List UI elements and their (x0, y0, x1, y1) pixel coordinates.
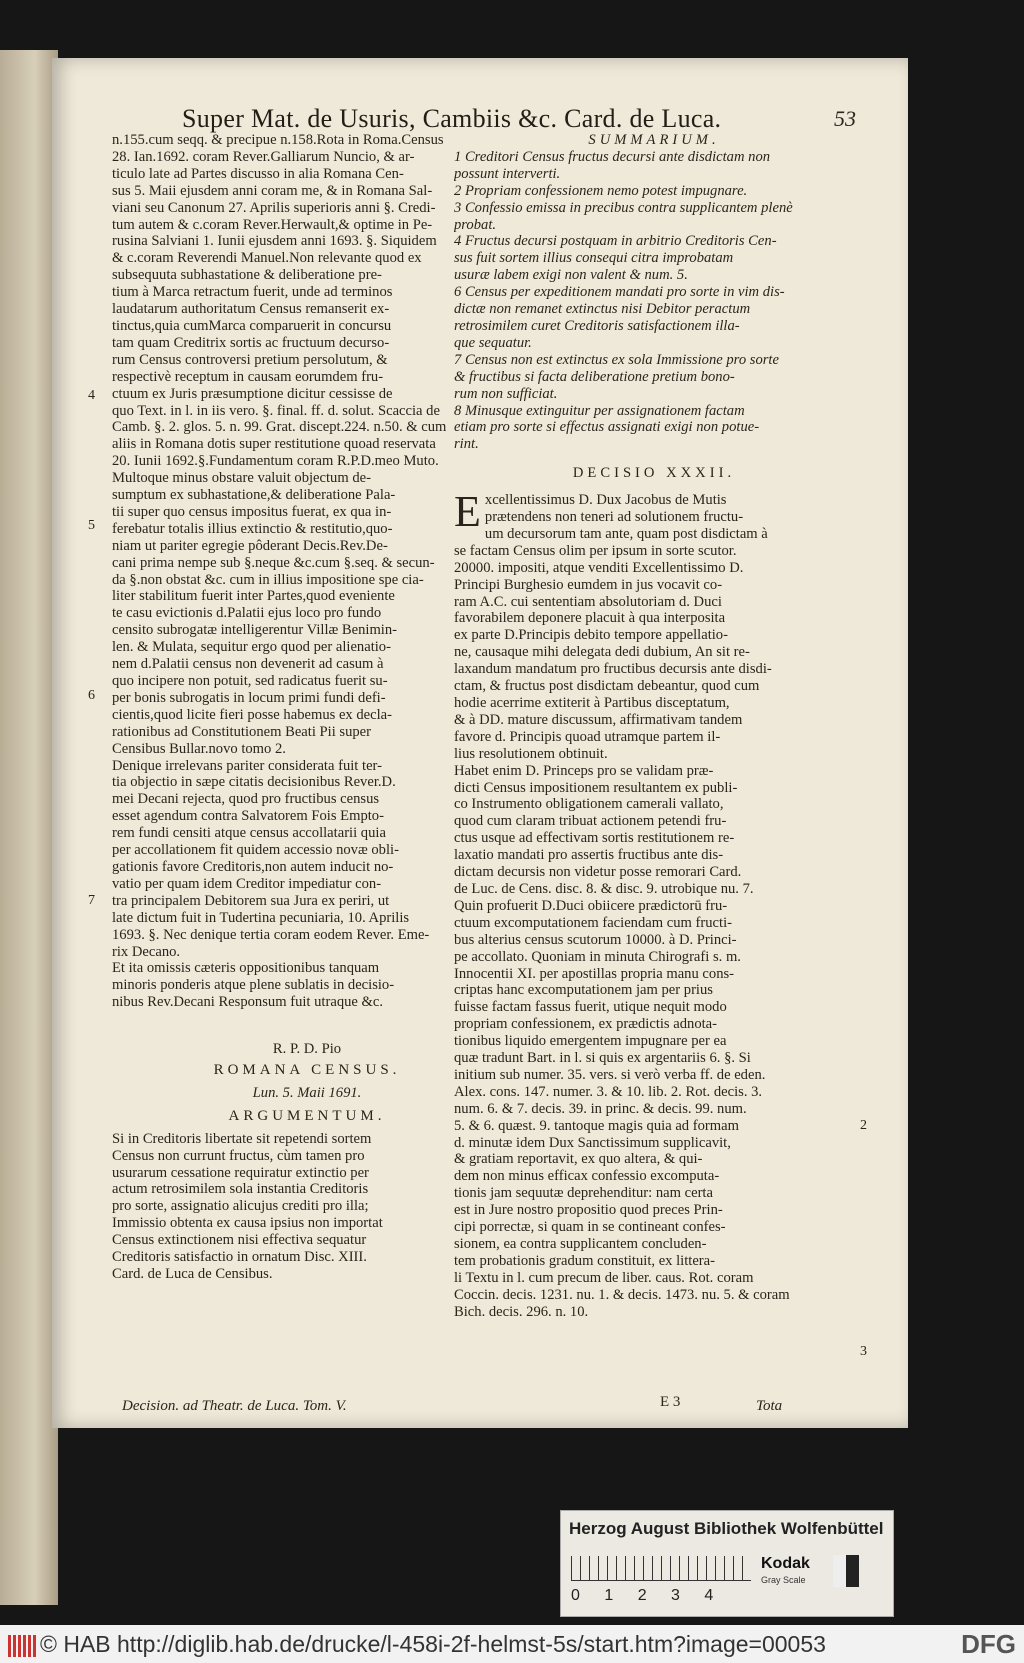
kodak-logo: Kodak (761, 1555, 810, 1572)
text-line: gationis favore Creditoris,non autem inducit no- (112, 858, 394, 875)
text-line: ticulo late ad Partes discusso in alia Romana Cen- (112, 165, 404, 182)
argumentum-line: pro sorte, assignatio alicujus crediti pro illa; (112, 1198, 369, 1215)
decisio-line: ex parte D.Principis debito tempore appellatio- (454, 627, 728, 644)
text-line: rum Census controversi pretium persolutum, & (112, 351, 388, 368)
margin-number-6: 6 (88, 688, 95, 703)
text-line: rix Decano. (112, 943, 181, 960)
case-date: Lun. 5. Maii 1691. (252, 1084, 362, 1101)
book-page (52, 58, 908, 1428)
decisio-line: lius resolutionem obtinuit. (454, 745, 608, 762)
text-line: 28. Ian.1692. coram Rever.Galliarum Nuncio, & ar- (112, 148, 415, 165)
gray-scale-caption: Gray Scale (761, 1575, 806, 1585)
text-line: niam ut pariter egregie pôderant Decis.Rev.De- (112, 537, 388, 554)
text-line: te casu evictionis d.Palatii ejus loco pro fundo (112, 605, 382, 622)
summarium-item: possunt interverti. (454, 165, 561, 182)
text-line: & c.coram Reverendi Manuel.Non relevante quod ex (112, 250, 422, 267)
decisio-line: laxandum mandatum pro fructibus decursis ante disdi- (454, 661, 772, 678)
decisio-line: ctam, & fructus post disdictam debeantur, quod cum (454, 678, 760, 695)
decisio-line: criptas hanc excomputationem jam per prius (454, 982, 713, 999)
decisio-line: prætendens non teneri ad solutionem fructu- (484, 509, 744, 526)
text-line: subsequuta subhastatione & deliberatione pre- (112, 267, 382, 284)
argumentum-line: Immissio obtenta ex causa ipsius non importat (112, 1215, 383, 1232)
text-line: nibus Rev.Decani Responsum fuit utraque &c. (112, 994, 384, 1011)
decisio-line: quod cum claram tribuat actionem petendi fru- (454, 813, 727, 830)
summarium-item: rum non sufficiat. (454, 385, 558, 402)
decisio-line: cipi porrectæ, si quam in se contineant confes- (454, 1219, 726, 1236)
summarium-title: SUMMARIUM. (588, 132, 720, 148)
decisio-line: ctuum excomputationem faciendam cum fructi- (454, 914, 732, 931)
drop-cap: E (454, 487, 481, 537)
decisio-line: Habet enim D. Princeps pro se validam præ- (454, 762, 714, 779)
decisio-line: & gratiam reportavit, ex quo altera, & qui- (454, 1151, 703, 1168)
rpd-line: R. P. D. Pio (272, 1041, 342, 1058)
text-line: n.155.cum seqq. & precipue n.158.Rota in Roma.Census (112, 132, 444, 148)
left-column-text (112, 132, 502, 1011)
previous-page-edge (0, 50, 58, 1605)
case-title: ROMANA CENSUS. (213, 1062, 401, 1079)
dfg-logo: DFG (961, 1629, 1016, 1659)
decisio-line: Innocentii XI. per apostillas propria manu cons- (454, 965, 735, 982)
summarium-item: 7 Census non est extinctus ex sola Immissione pro sorte (454, 351, 779, 368)
argumentum-line: Creditoris satisfactio in ornatum Disc. XIII. (112, 1249, 367, 1266)
argumentum-line: Si in Creditoris libertate sit repetendi sortem (112, 1130, 372, 1147)
text-line: tinctus,quia cumMarca comparuerit in concursu (112, 317, 392, 334)
text-line: Camb. §. 2. glos. 5. n. 99. Grat. discept.224. n.50. & cum (112, 419, 447, 436)
text-line: Et ita omissis cæteris oppositionibus tanquam (112, 960, 380, 977)
text-line: per accollationem fit quidem accessio novæ obli- (112, 842, 399, 859)
ruler-numbers: 0 1 2 3 4 (571, 1587, 714, 1604)
catchword: Tota (756, 1398, 783, 1414)
text-line: ferebatur totalis illius extinctio & restitutio,quo- (112, 520, 393, 537)
text-line: quo incipere non potuit, sed radicatus fuerit su- (112, 673, 388, 689)
decisio-line: ne, causaque mihi delegata dedi dubium, An sit re- (454, 644, 750, 661)
text-line: sumptum ex subhastatione,& deliberatione Pala- (112, 487, 396, 504)
decisio-line: Alex. cons. 147. numer. 3. & 10. lib. 2. Rot. decis. 3. (454, 1083, 763, 1100)
summarium-item: probat. (454, 216, 497, 233)
left-column (112, 132, 502, 1283)
argumentum-text (112, 1131, 502, 1283)
text-line: tium à Marca retractum fuerit, unde ad terminos (112, 284, 393, 301)
decisio-line: quæ tradunt Bart. in l. si quis ex argentariis 6. §. Si (454, 1050, 751, 1067)
text-line: rationibus ad Constitutionem Beati Pii super (112, 723, 372, 740)
decisio-line: d. minutæ idem Dux Sanctissimum supplicavit, (454, 1134, 731, 1151)
summarium-item: dictæ non remanet extinctus nisi Debitor peractum (454, 301, 751, 318)
decisio-line: laxatio mandati pro assertis fructibus ante dis- (454, 847, 724, 864)
margin-number-3: 3 (860, 1344, 867, 1359)
text-line: esset agendum contra Salvatorem Fois Empto- (112, 808, 384, 825)
decisio-body (454, 487, 854, 1320)
decisio-line: bus alterius census scutorum 10000. à D. Princi- (454, 931, 737, 948)
decisio-line: initium sub numer. 35. vers. si verò verba ff. de eden. (454, 1066, 766, 1083)
margin-number-7: 7 (88, 893, 95, 908)
gray-patch (833, 1555, 859, 1587)
margin-number-4: 4 (88, 388, 95, 403)
text-line: minoris ponderis atque plene sublatis in decisio- (112, 977, 395, 994)
text-line: sus 5. Maii ejusdem anni coram me, & in Romana Sal- (112, 182, 433, 199)
text-line: quo Text. in l. in iis vero. §. final. ff. d. solut. Scaccia de (112, 402, 440, 419)
source-url[interactable]: © HAB http://diglib.hab.de/drucke/l-458i-2f-helmst-5s/start.htm?image=00053 (40, 1631, 826, 1657)
text-line: len. & Mulata, sequitur ergo quod per alienatio- (112, 639, 391, 656)
signature-mark: E 3 (660, 1394, 681, 1410)
decisio-line: li Textu in l. cum precum de liber. caus. Rot. coram (454, 1269, 754, 1286)
text-line: per bonis subrogatis in locum primi fundi defi- (112, 689, 386, 706)
summarium-item: etiam pro sorte si effectus assignati exigi non potue- (454, 419, 760, 436)
text-line: Multoque minus obstare valuit objectum de- (112, 470, 371, 487)
summarium-item: que sequatur. (454, 334, 532, 351)
barcode-icon (8, 1635, 36, 1657)
text-line: respectivè receptum in causam eorumdem fru- (112, 368, 384, 385)
decisio-line: tionibus liquido emergentem impugnare per ea (454, 1033, 727, 1050)
text-line: rusina Salviani 1. Iunii ejusdem anni 1693. §. Siquidem (112, 233, 437, 250)
summarium-list (454, 149, 854, 453)
text-line: da §.non obstat &c. cum in illius impositione spe cia- (112, 571, 424, 588)
decisio-line: sionem, ea contra supplicantem concluden- (454, 1236, 707, 1252)
text-line: rem fundi censiti atque census accollatarii quia (112, 825, 386, 842)
decisio-line: de Luc. de Cens. disc. 8. & disc. 9. utrobique nu. 7. (454, 880, 754, 897)
summarium-item: 6 Census per expeditionem mandati pro sorte in vim dis- (454, 284, 785, 301)
library-color-scale-label (560, 1510, 894, 1617)
summarium-item: & fructibus si facta deliberatione pretium bono- (454, 368, 735, 385)
decisio-line: & à DD. mature discussum, affirmativam tandem (454, 711, 743, 728)
summarium-item: 2 Propriam confessionem nemo potest impugnare. (454, 182, 748, 199)
decisio-line: Coccin. decis. 1231. nu. 1. & decis. 1473. nu. 5. & coram (454, 1286, 790, 1303)
text-line: tra principalem Debitorem sua Jura ex periri, ut (112, 892, 390, 909)
decisio-line: favore d. Principis quoad utramque partem il- (454, 728, 721, 745)
text-line: nem d.Palatii census non devenerit ad casum à (112, 656, 384, 673)
decisio-line: Principi Burghesio eumdem in jus vocavit co- (454, 576, 723, 593)
text-line: aliis in Romana dotis super restitutione quoad reservata (112, 436, 436, 453)
summarium-item: rint. (454, 436, 479, 453)
decisio-text (454, 487, 854, 1320)
text-line: laudatarum authoritatum Census remanserit ex- (112, 301, 390, 318)
decisio-line: um decursorum tam ante, quam post disdictam à (484, 525, 768, 542)
footer-title: Decision. ad Theatr. de Luca. Tom. V. (122, 1398, 347, 1414)
decisio-line: pe accollato. Quoniam in minuta Chirografi s. m. (454, 948, 741, 965)
margin-number-2: 2 (860, 1118, 867, 1133)
summarium-item: 1 Creditori Census fructus decursi ante disdictam non (454, 148, 771, 165)
argumentum-line: Census non currunt fructus, cùm tamen pro (112, 1147, 365, 1164)
decisio-line: fuisse factam fassus fuerit, utique nequit modo (454, 999, 727, 1016)
text-line: 1693. §. Nec denique tertia coram eodem Rever. Eme- (112, 926, 430, 943)
summarium-item: usuræ labem exigi non valent & num. 5. (454, 267, 688, 284)
text-line: vatio per quam idem Creditor impediatur con- (112, 875, 382, 892)
decisio-line: dictam decursis non videtur posse remorari Card. (454, 864, 742, 881)
text-line: tia objectio in sæpe citatis decisionibus Rever.D. (112, 774, 396, 791)
text-line: ctuum ex Juris præsumptione dicitur cessisse de (112, 385, 393, 402)
text-line: Denique irrelevans pariter considerata fuit ter- (112, 757, 382, 774)
text-line: cani prima nempe sub §.neque &c.cum §.seq. & secun- (112, 554, 435, 571)
library-name: Herzog August Bibliothek Wolfenbüttel (569, 1519, 884, 1538)
decisio-line: propriam confessionem, ex prædictis adnota- (454, 1016, 718, 1033)
text-line: Censibus Bullar.novo tomo 2. (112, 740, 286, 757)
summarium-item: 4 Fructus decursi postquam in arbitrio Creditoris Cen- (454, 233, 777, 250)
argumentum-line: Census extinctionem nisi effectiva sequatur (112, 1232, 367, 1249)
right-column (454, 132, 854, 1321)
argumentum-line: usurarum cessatione requiratur extinctio per (112, 1164, 369, 1181)
decisio-line: ctus usque ad effectivam sortis restitutionem re- (454, 830, 735, 847)
decisio-line: se factam Census olim per ipsum in sorte scutor. (454, 542, 737, 559)
decisio-line: favorabilem deponere placuit à qua interposita (454, 610, 726, 627)
text-line: viani seu Canonum 27. Aprilis superioris anni §. Credi- (112, 199, 436, 216)
decisio-line: ram A.C. cui sententiam absolutoriam d. Duci (454, 593, 722, 610)
decisio-line: est in Jure nostro propositio quod preces Prin- (454, 1202, 723, 1219)
decisio-line: dicti Census impositionem resultantem ex publi- (454, 779, 738, 796)
text-line: late dictum fuit in Tudertina pecuniaria, 10. Aprilis (112, 909, 410, 926)
decisio-line: xcellentissimus D. Dux Jacobus de Mutis (484, 492, 727, 509)
decisio-line: tionis jam sequutæ deprehenditur: nam certa (454, 1185, 713, 1202)
decisio-line: Quin profuerit D.Duci obiicere prædictorū fru- (454, 897, 728, 914)
text-line: liter stabilitum fuerit inter Partes,quod eveniente (112, 588, 395, 605)
ruler-scale (571, 1556, 751, 1581)
argumentum-title: ARGUMENTUM. (228, 1107, 386, 1124)
margin-number-5: 5 (88, 518, 95, 533)
argumentum-line: actum retrosimilem sola instantia Creditoris (112, 1181, 369, 1198)
decisio-line: co Instrumento obligationem camerali vallato, (454, 796, 724, 813)
viewer-footer-bar (0, 1625, 1024, 1663)
page-number: 53 (834, 106, 856, 131)
decisio-line: 20000. impositi, atque venditi Excellentissimo D. (454, 559, 744, 576)
decisio-line: tem probationis gradum constituit, ex littera- (454, 1252, 716, 1269)
summarium-item: retrosimilem curet Creditoris satisfactionem illa- (454, 317, 740, 334)
text-line: cientis,quod licite fieri posse habemus ex decla- (112, 706, 393, 723)
summarium-item: 3 Confessio emissa in precibus contra supplicantem plenè (454, 199, 793, 216)
running-head: Super Mat. de Usuris, Cambiis &c. Card. de Luca. (182, 104, 722, 133)
text-line: 20. Iunii 1692.§.Fundamentum coram R.P.D.meo Muto. (112, 453, 439, 470)
text-line: tii super quo census impositus fuerat, ex qua in- (112, 503, 392, 520)
text-line: censito subrogatæ intelligerentur Villæ Benimin- (112, 622, 398, 639)
text-line: mei Decani rejecta, quod pro fructibus census (112, 791, 380, 808)
decisio-line: Bich. decis. 296. n. 10. (454, 1303, 589, 1320)
summarium-item: sus fuit sortem illius consequi citra improbatam (454, 250, 734, 267)
text-line: tum autem & c.coram Rever.Herwault,& optime in Pe- (112, 216, 433, 233)
decisio-line: num. 6. & 7. decis. 39. in princ. & decis. 99. num. (454, 1100, 747, 1117)
argumentum-line: Card. de Luca de Censibus. (112, 1266, 273, 1282)
decisio-line: dem non minus efficax confessio excomputa- (454, 1168, 720, 1185)
decisio-title: DECISIO XXXII. (572, 465, 736, 482)
decisio-line: hodie acerrime extiterit à Partibus disceptatum, (454, 695, 730, 711)
footer-source (8, 1631, 826, 1658)
text-line: tam quam Creditrix sortis ac fructuum decurso- (112, 334, 390, 351)
decisio-line: 5. & 6. quæst. 9. tantoque magis quia ad formam (454, 1117, 739, 1134)
summarium-item: 8 Minusque extinguitur per assignationem factam (454, 402, 745, 419)
